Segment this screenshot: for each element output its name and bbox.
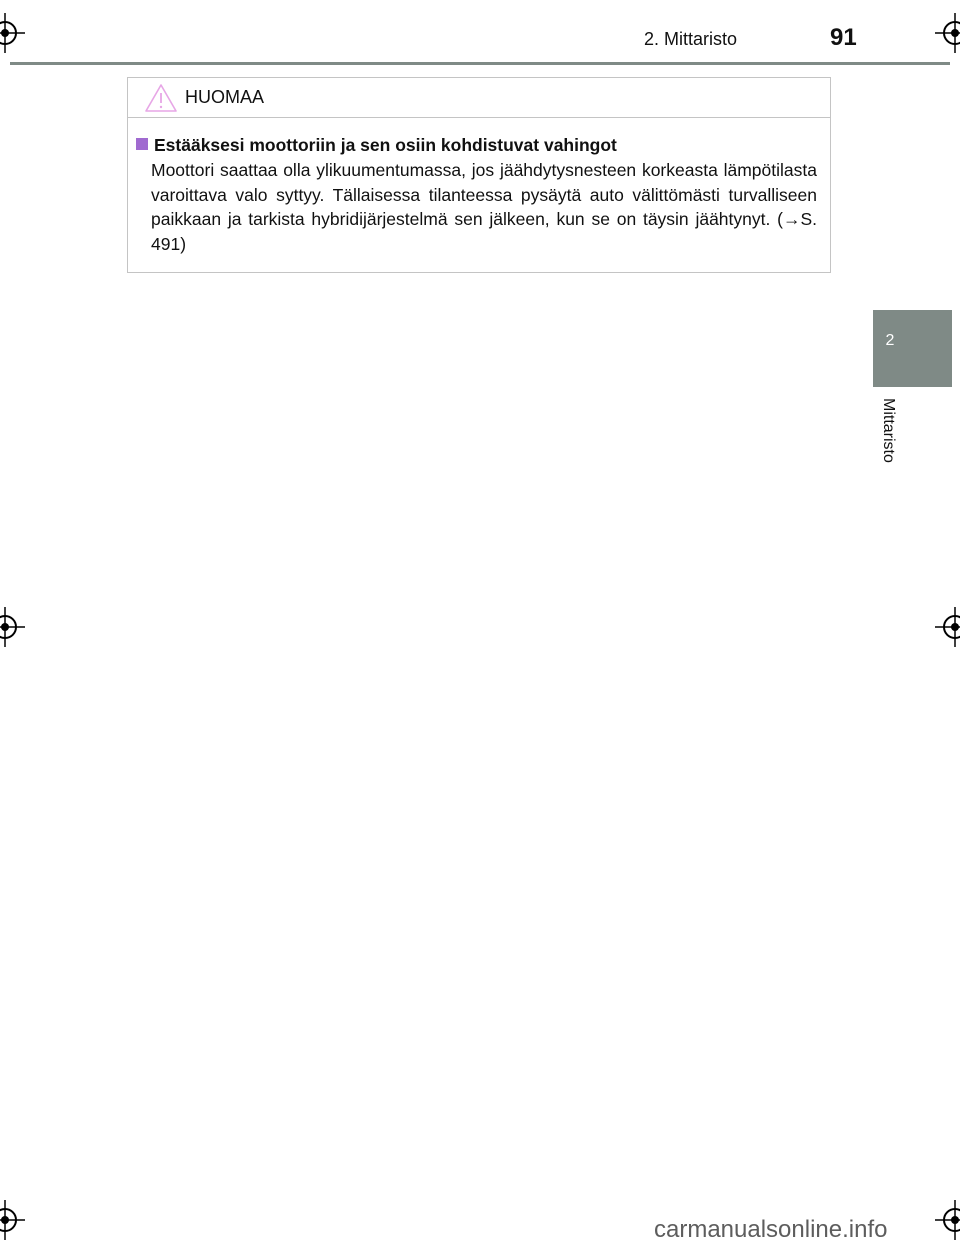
chapter-tab-number: 2 xyxy=(885,332,895,349)
registration-mark-icon xyxy=(935,607,960,647)
notice-box xyxy=(127,77,831,273)
notice-title: HUOMAA xyxy=(185,87,265,107)
registration-mark-icon xyxy=(0,607,25,647)
square-bullet-icon xyxy=(136,138,148,150)
registration-mark-icon xyxy=(0,1200,25,1240)
registration-mark-icon xyxy=(935,13,960,53)
notice-body: Moottori saattaa olla ylikuumentumassa, jos jäähdytysnesteen korkeasta lämpötilasta varoittava valo syttyy. Tällaisessa tilanteessa pysäytä auto välittömästi turvalliseen paikkaan ja tarkista hybridijärjestelmä sen jälkeen, kun se on täysin jäähtynyt. (→S. 491) xyxy=(151,160,817,254)
registration-mark-icon xyxy=(935,1200,960,1240)
chapter-tab xyxy=(873,310,952,387)
registration-mark-icon xyxy=(0,13,25,53)
page-number: 91 xyxy=(830,24,857,51)
footer-watermark: carmanualsonline.info xyxy=(654,1216,888,1243)
warning-triangle-icon xyxy=(144,83,178,113)
chapter-tab-label: Mittaristo xyxy=(880,398,897,463)
header-divider xyxy=(10,62,950,65)
section-title: 2. Mittaristo xyxy=(644,29,738,49)
notice-header xyxy=(128,78,830,118)
notice-item-heading xyxy=(136,135,617,156)
notice-item-title: Estääksesi moottoriin ja sen osiin kohdistuvat vahingot xyxy=(154,135,617,155)
